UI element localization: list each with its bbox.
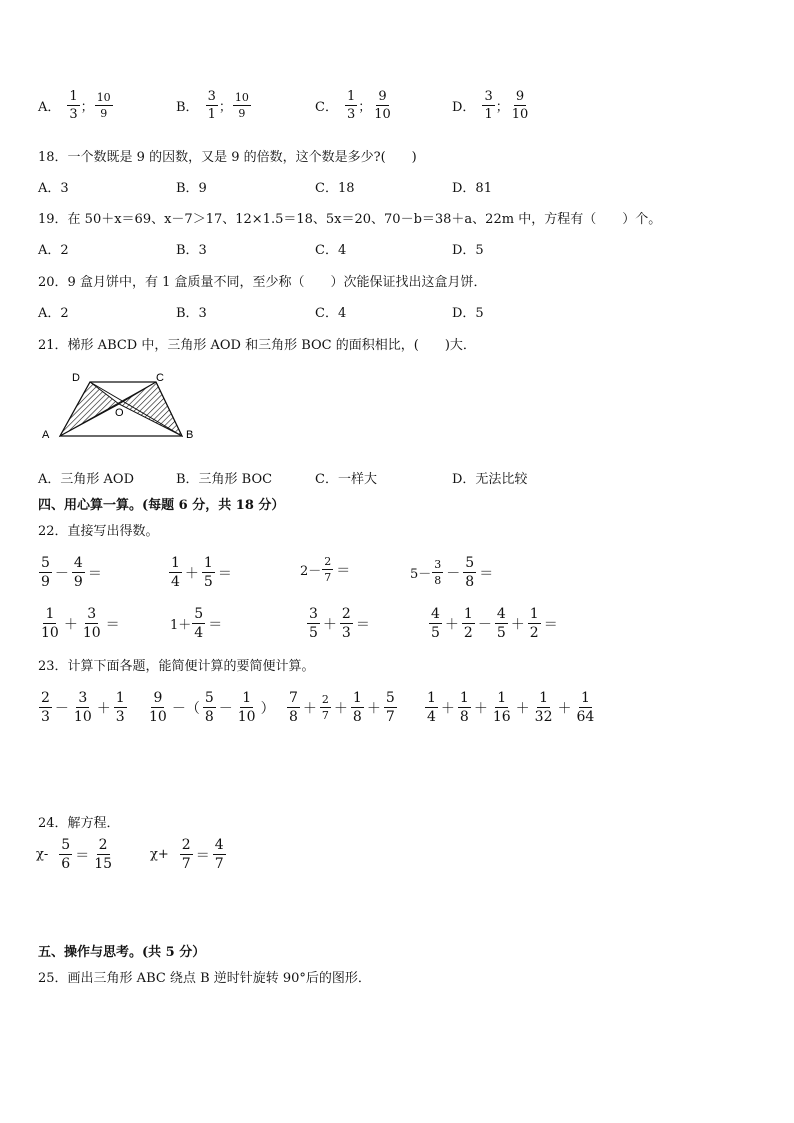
q22-expr-6: 1＋ $\frac{5}{4}$ ＝	[170, 606, 223, 641]
q22-expr-3: 2－ $\frac{2}{7}$ ＝	[300, 555, 351, 584]
q18-option-b: B．9	[176, 181, 207, 196]
q21-option-c: C．一样大	[315, 472, 377, 487]
q22-expr-4: 5－ $\frac{3}{8}$ － $\frac{5}{8}$ ＝	[410, 555, 494, 590]
q21-option-a: A．三角形 AOD	[38, 472, 134, 487]
q23-expr-1: $\frac{2}{3}$ － $\frac{3}{10}$ ＋ $\frac{1}{3}$	[41, 690, 125, 725]
q22-text: 22．直接写出得数。	[38, 524, 159, 539]
q22-expr-7: $\frac{3}{5}$ ＋ $\frac{2}{3}$ ＝	[309, 606, 370, 641]
q19-option-c: C．4	[315, 243, 347, 258]
trapezoid-figure	[30, 362, 210, 448]
q19-option-d: D．5	[452, 243, 484, 258]
triangle-boc	[119, 382, 182, 436]
label-d: D	[72, 372, 80, 384]
q21-text: 21．梯形 ABCD 中，三角形 AOD 和三角形 BOC 的面积相比，( )大．	[38, 338, 476, 353]
q20-option-d: D．5	[452, 306, 484, 321]
q23-expr-3: $\frac{7}{8}$ ＋ $\frac{2}{7}$ ＋ $\frac{1}{8}$ ＋ $\frac{5}{7}$	[289, 690, 395, 725]
q20-text: 20．9 盒月饼中，有 1 盒质量不同，至少称（ ）次能保证找出这盒月饼．	[38, 275, 487, 290]
q20-option-a: A．2	[38, 306, 69, 321]
label-c: C	[156, 372, 164, 384]
q22-expr-1: $\frac{5}{9}$ － $\frac{4}{9}$ ＝	[41, 555, 102, 590]
q20-option-b: B．3	[176, 306, 207, 321]
label-b: B	[186, 429, 194, 441]
q24-equation-2: χ+ $\frac{2}{7}$ ＝ $\frac{4}{7}$	[150, 837, 224, 872]
q18-option-a: A．3	[38, 181, 69, 196]
q24-text: 24．解方程．	[38, 816, 120, 831]
q18-option-c: C．18	[315, 181, 355, 196]
q25-text: 25．画出三角形 ABC 绕点 B 逆时针旋转 90°后的图形．	[38, 971, 371, 986]
q18-option-d: D．81	[452, 181, 492, 196]
q19-text: 19．在 50＋x＝69、x－7＞17、12×1.5＝18、5x＝20、70－b＝38＋a、22m 中，方程有（ ）个。	[38, 212, 662, 227]
q22-expr-2: $\frac{1}{4}$ ＋ $\frac{1}{5}$ ＝	[171, 555, 232, 590]
q23-text: 23．计算下面各题，能简便计算的要简便计算。	[38, 659, 315, 674]
label-o: O	[115, 407, 124, 419]
q17-option-c: C． $\frac{1}{3}$ ； $\frac{9}{10}$	[315, 89, 391, 122]
q17-option-a: A． $\frac{1}{3}$ ； $\frac{10}{9}$	[38, 89, 111, 122]
label-a: A	[42, 429, 50, 441]
q18-text: 18．一个数既是 9 的因数，又是 9 的倍数，这个数是多少?( )	[38, 150, 417, 165]
q20-option-c: C．4	[315, 306, 347, 321]
section4-title: 四、用心算一算。(每题 6 分，共 18 分）	[38, 498, 285, 513]
q24-equation-1: χ- $\frac{5}{6}$ ＝ $\frac{2}{15}$	[36, 837, 113, 872]
q23-expr-4: $\frac{1}{4}$ ＋ $\frac{1}{8}$ ＋ $\frac{1}{16}$ ＋ $\frac{1}{32}$ ＋ $\frac{1}{64}$	[427, 690, 595, 725]
q19-option-b: B．3	[176, 243, 207, 258]
section5-title: 五、操作与思考。(共 5 分）	[38, 945, 206, 960]
triangle-aod	[60, 382, 119, 436]
q19-option-a: A．2	[38, 243, 69, 258]
q17-option-d: D． $\frac{3}{1}$ ； $\frac{9}{10}$	[452, 89, 529, 122]
q22-expr-8: $\frac{4}{5}$ ＋ $\frac{1}{2}$ － $\frac{4}{5}$ ＋ $\frac{1}{2}$ ＝	[431, 606, 558, 641]
q22-expr-5: $\frac{1}{10}$ ＋ $\frac{3}{10}$ ＝	[41, 606, 120, 641]
q23-expr-2: $\frac{9}{10}$ －（ $\frac{5}{8}$ － $\frac{1}{10}$ ）	[149, 690, 275, 725]
q21-option-d: D．无法比较	[452, 472, 528, 487]
q17-option-b: B． $\frac{3}{1}$ ； $\frac{10}{9}$	[176, 89, 249, 122]
q21-option-b: B．三角形 BOC	[176, 472, 273, 487]
